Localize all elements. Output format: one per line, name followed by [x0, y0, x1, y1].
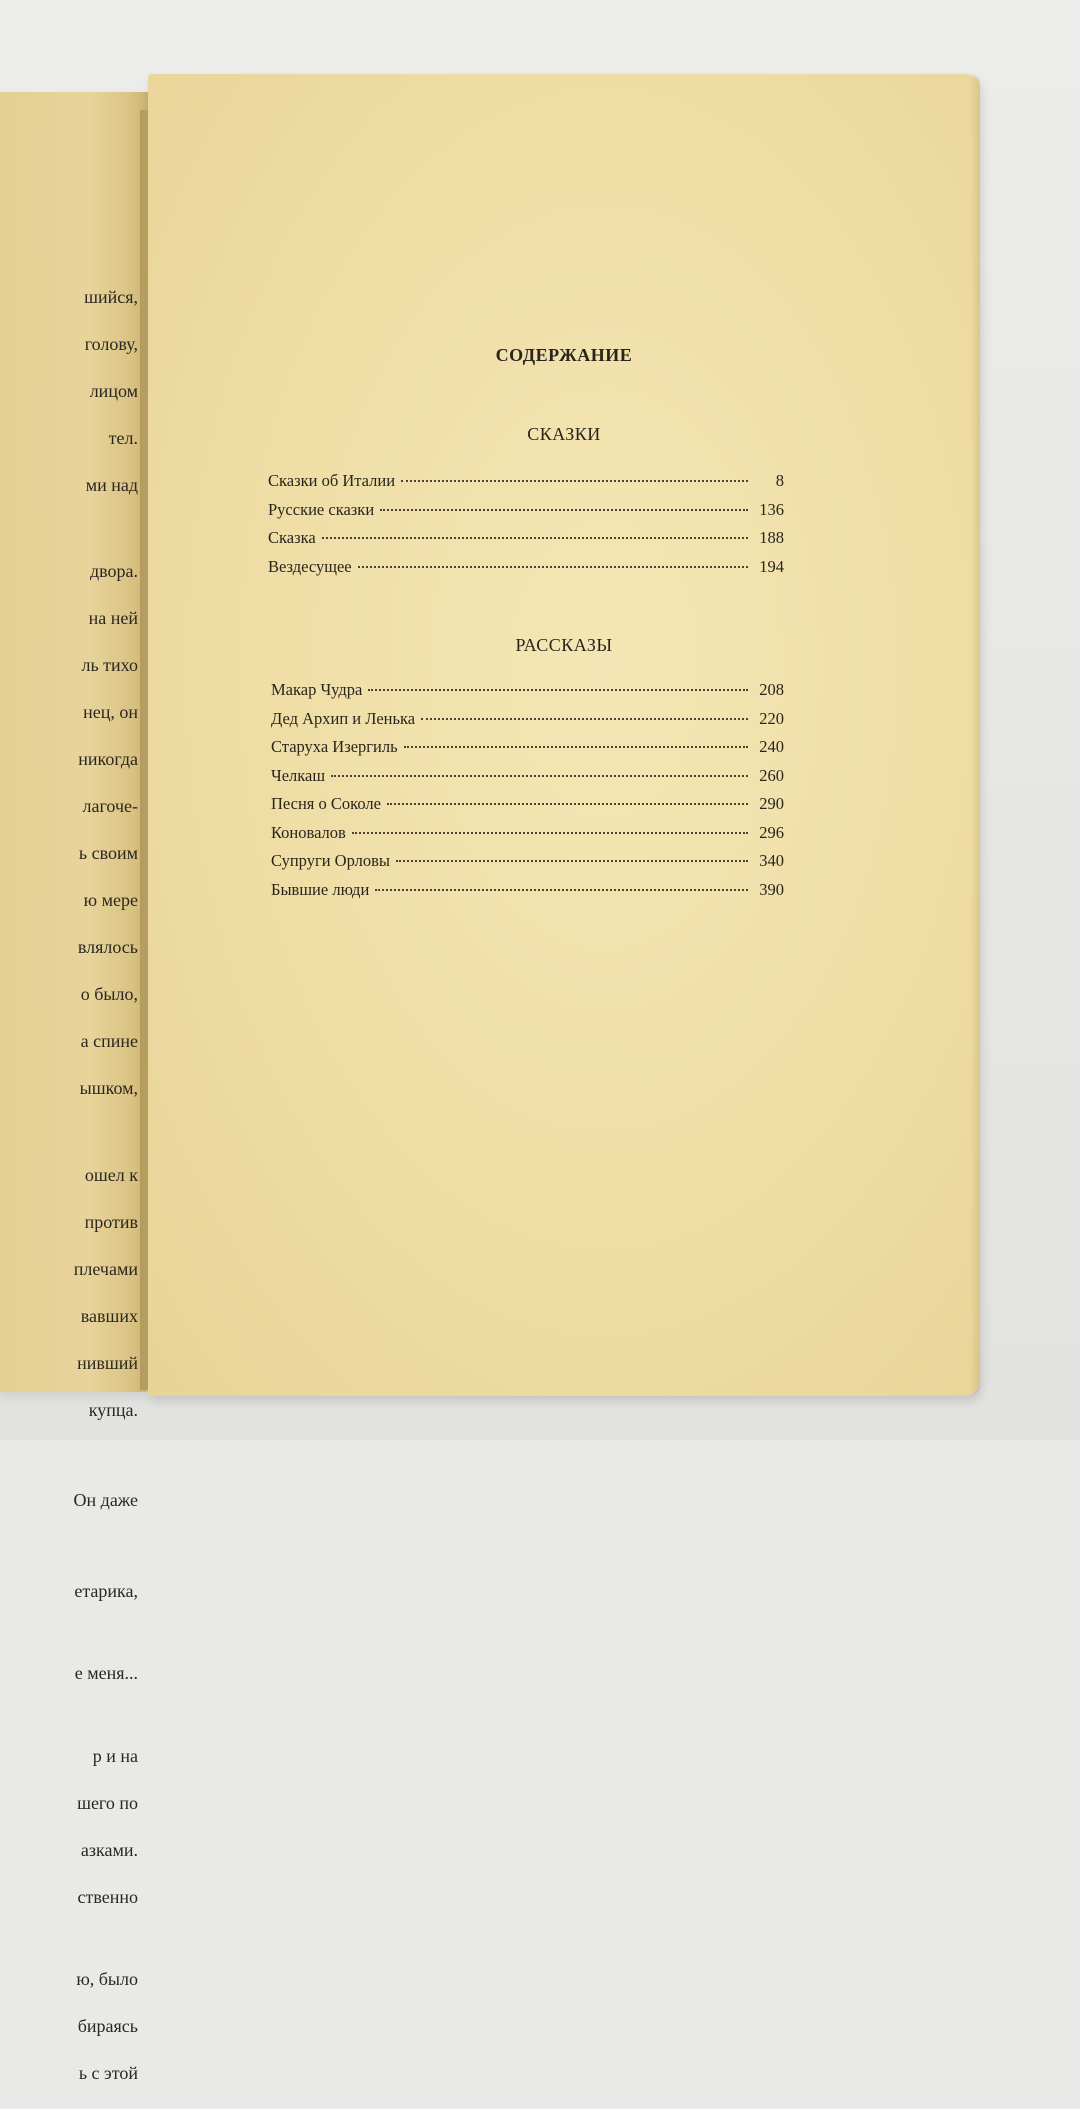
toc-entry	[271, 737, 784, 766]
left-page	[0, 92, 150, 2083]
page-edge-shadow	[970, 74, 980, 1396]
left-line: р и на	[92, 1745, 138, 1766]
toc-entry-page: 208	[759, 680, 784, 699]
left-line: ь своим	[78, 843, 138, 863]
left-line: плечами	[73, 1258, 138, 1279]
left-line: ственно	[77, 1886, 138, 1907]
toc-entry-title: Дед Архип и Ленька	[271, 708, 416, 728]
left-line: а спине	[80, 1031, 138, 1051]
left-line	[74, 1627, 138, 1639]
toc-entry-page: 188	[759, 528, 784, 547]
dot-leader	[352, 832, 748, 834]
left-line: е меня...	[74, 1663, 138, 1683]
left-line: никогда	[78, 749, 138, 769]
toc-entry-page: 220	[759, 708, 784, 728]
left-line: двора.	[89, 561, 138, 581]
left-line	[74, 1933, 138, 1945]
left-line	[74, 1446, 138, 1466]
toc-entry-page: 136	[759, 499, 784, 519]
dot-leader	[404, 746, 748, 748]
left-page-text	[74, 262, 138, 2109]
toc-entry	[271, 766, 784, 795]
dot-leader	[368, 689, 748, 691]
left-line: ю мере	[83, 890, 138, 910]
dot-leader	[358, 566, 748, 568]
toc-entry-title: Песня о Соколе	[271, 794, 381, 813]
left-line	[74, 1124, 138, 1140]
left-line: купца.	[88, 1399, 138, 1420]
dot-leader	[380, 509, 748, 511]
toc-entry-page: 8	[775, 471, 784, 490]
toc-entry	[271, 709, 784, 738]
left-line: азками.	[80, 1839, 138, 1860]
toc-entry-page: 340	[759, 851, 784, 870]
contents-title: СОДЕРЖАНИЕ	[495, 345, 633, 365]
toc-entry	[271, 823, 784, 852]
toc-list-stories	[271, 680, 784, 908]
toc-entry-title: Сказки об Италии	[268, 471, 396, 490]
dot-leader	[375, 889, 748, 891]
left-line: вавших	[80, 1305, 138, 1326]
left-line: лагоче-	[82, 796, 138, 816]
toc-entry	[268, 528, 784, 557]
left-line: влялось	[77, 937, 138, 957]
left-line: нивший	[77, 1352, 138, 1373]
toc-entry-title: Русские сказки	[268, 499, 375, 519]
toc-entry-page: 290	[759, 794, 784, 813]
toc-entry	[268, 557, 784, 586]
left-line: шего по	[77, 1792, 138, 1813]
toc-entry-title: Супруги Орловы	[271, 851, 390, 870]
toc-entry-page: 296	[759, 822, 784, 842]
left-line: на ней	[88, 608, 138, 628]
toc-entry-page: 260	[759, 765, 784, 785]
left-line: ошел к	[84, 1164, 138, 1185]
toc-entry-page: 194	[759, 556, 784, 576]
toc-entry-title: Бывшие люди	[271, 879, 370, 899]
section-heading-tales: СКАЗКИ	[527, 424, 601, 444]
dot-leader	[396, 860, 748, 862]
left-line: голову,	[84, 333, 138, 354]
dot-leader	[322, 537, 748, 539]
toc-entry-title: Челкаш	[271, 765, 326, 785]
right-page	[148, 74, 980, 1396]
left-line: против	[84, 1211, 138, 1232]
left-line: о было,	[80, 984, 138, 1004]
dot-leader	[401, 480, 748, 482]
left-line: шийся,	[84, 286, 138, 307]
left-line: ю, было	[76, 1969, 138, 1989]
toc-list-tales	[268, 471, 784, 585]
left-line: тел.	[108, 427, 138, 448]
toc-entry-page: 390	[759, 879, 784, 899]
left-line: бираясь	[77, 2016, 138, 2036]
dot-leader	[387, 803, 748, 805]
toc-entry	[271, 794, 784, 823]
toc-entry	[268, 471, 784, 500]
toc-entry	[271, 880, 784, 909]
toc-entry	[271, 680, 784, 709]
left-line: ь с этой	[78, 2063, 138, 2083]
left-line	[74, 521, 138, 537]
toc-entry-title: Макар Чудра	[271, 680, 363, 699]
toc-entry-title: Старуха Изергиль	[271, 737, 398, 756]
dot-leader	[331, 775, 748, 777]
left-line: лицом	[89, 380, 138, 401]
toc-entry-title: Вездесущее	[268, 556, 352, 576]
left-line: ми над	[85, 474, 138, 495]
left-line	[74, 1709, 138, 1721]
left-line	[74, 1536, 138, 1556]
toc-entry-title: Сказка	[268, 528, 316, 547]
left-line: Он даже	[73, 1490, 138, 1510]
toc-entry-title: Коновалов	[271, 822, 346, 842]
toc-entry	[268, 500, 784, 529]
toc-entry	[271, 851, 784, 880]
left-line: ышком,	[79, 1078, 138, 1098]
section-heading-stories: РАССКАЗЫ	[515, 635, 613, 655]
toc-entry-page: 240	[759, 737, 784, 756]
left-line: ль тихо	[81, 655, 138, 675]
dot-leader	[421, 718, 748, 720]
left-line: етарика,	[74, 1580, 138, 1601]
left-line: нец, он	[83, 702, 138, 722]
